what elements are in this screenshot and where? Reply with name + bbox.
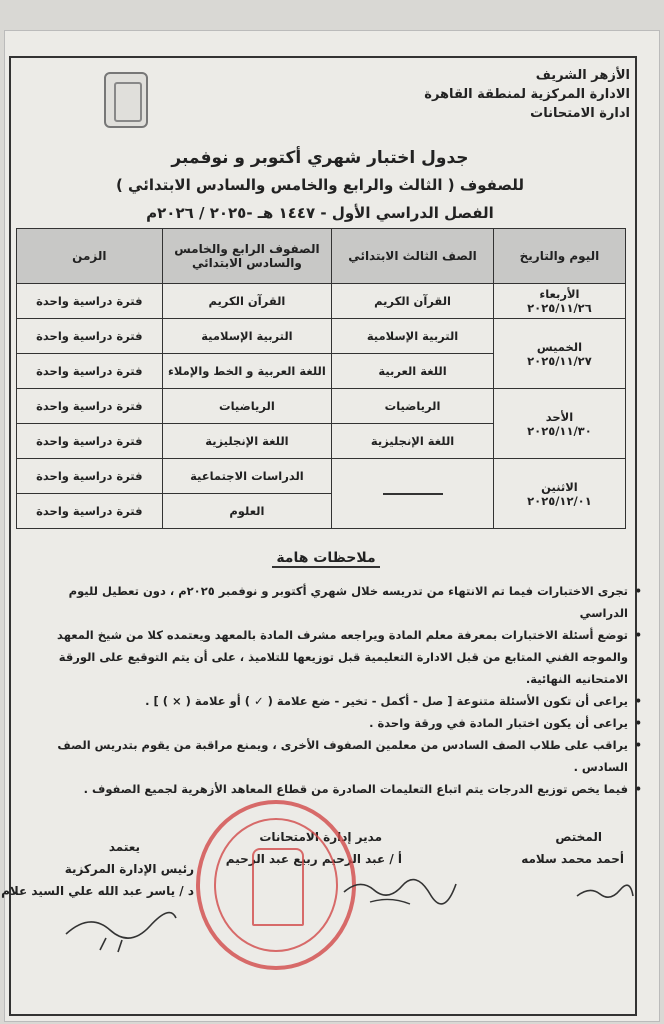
- grade456-cell: اللغة العربية و الخط والإملاء: [162, 354, 332, 389]
- signature-specialist: [521, 826, 624, 870]
- grade3-cell: الرياضيات: [332, 389, 494, 424]
- header-line-2: الادارة المركزية لمنطقة القاهرة: [424, 87, 630, 102]
- approve-role: رئيس الإدارة المركزية: [64, 862, 194, 876]
- grade456-cell: اللغة الإنجليزية: [162, 424, 332, 459]
- grade3-empty-cell: [332, 459, 494, 529]
- specialist-title: المختص: [555, 830, 602, 844]
- director-signature-scribble: [340, 872, 460, 912]
- header-grade456: الصفوف الرابع والخامس والسادس الابتدائي: [162, 229, 332, 284]
- time-cell: فترة دراسية واحدة: [17, 424, 163, 459]
- grade3-cell: التربية الإسلامية: [332, 319, 494, 354]
- table-row: [17, 284, 626, 319]
- document-subtitle: للصفوف ( الثالث والرابع والخامس والسادس الابتدائي ): [115, 176, 525, 194]
- note-item: • تجرى الاختبارات فيما تم الانتهاء من تدريسه خلال شهري أكتوبر و نوفمبر ٢٠٢٥م ، دون تعطيل لليوم الدراسي: [42, 580, 642, 624]
- specialist-signature-scribble: [575, 880, 635, 904]
- approval-signature-scribble: [60, 910, 180, 960]
- grade456-cell: العلوم: [162, 494, 332, 529]
- grade456-cell: القرآن الكريم: [162, 284, 332, 319]
- institution-header: [424, 66, 630, 123]
- grade3-cell: القرآن الكريم: [332, 284, 494, 319]
- approve-title: يعتمد: [108, 840, 140, 854]
- approve-name: د / ياسر عبد الله علي السيد علام: [1, 884, 194, 898]
- specialist-name: أحمد محمد سلامه: [521, 852, 624, 866]
- official-stamp: [196, 800, 356, 970]
- time-cell: فترة دراسية واحدة: [17, 319, 163, 354]
- exam-schedule-table: [16, 228, 626, 529]
- header-line-1: الأزهر الشريف: [535, 68, 630, 83]
- time-cell: فترة دراسية واحدة: [17, 284, 163, 319]
- header-day: اليوم والتاريخ: [493, 229, 625, 284]
- note-item: • فيما يخص توزيع الدرجات يتم اتباع التعليمات الصادرة من قطاع المعاهد الأزهرية لجميع الصفوف .: [42, 778, 642, 800]
- table-row: [17, 459, 626, 494]
- note-item: • توضع أسئلة الاختبارات بمعرفة معلم المادة ويراجعه مشرف المادة بالمعهد ويعتمده كلا من شيخ المعهد والموجه الفني المتابع من قبل الادارة التعليمية قبل توزيعها للتلاميذ ، على أن يتم التوقيع على الورقة الامتحانيه النهائية.: [42, 624, 642, 690]
- grade456-cell: الدراسات الاجتماعية: [162, 459, 332, 494]
- note-item: • يراعى أن تكون الأسئلة متنوعة [ صل - أكمل - تخير - ضع علامة ( ✓ ) أو علامة ( × ) ] .: [42, 690, 642, 712]
- time-cell: فترة دراسية واحدة: [17, 389, 163, 424]
- time-cell: فترة دراسية واحدة: [17, 354, 163, 389]
- note-item: • يراعى أن يكون اختبار المادة في ورقة واحدة .: [42, 712, 642, 734]
- day-cell: الأحد ٢٠٢٥/١١/٣٠: [493, 389, 625, 459]
- day-cell: الأربعاء ٢٠٢٥/١١/٢٦: [493, 284, 625, 319]
- term-line: الفصل الدراسي الأول - ١٤٤٧ هـ -٢٠٢٥ / ٢٠٢٦م: [146, 204, 494, 222]
- grade3-cell: اللغة العربية: [332, 354, 494, 389]
- notes-list: [42, 580, 642, 800]
- notes-title: ملاحظات هامة: [272, 550, 380, 568]
- grade3-cell: اللغة الإنجليزية: [332, 424, 494, 459]
- day-cell: الاثنين ٢٠٢٥/١٢/٠١: [493, 459, 625, 529]
- table-row: [17, 389, 626, 424]
- time-cell: فترة دراسية واحدة: [17, 494, 163, 529]
- grade456-cell: التربية الإسلامية: [162, 319, 332, 354]
- director-name: أ / عبد الرحيم ربيع عبد الرحيم: [225, 852, 402, 866]
- day-cell: الخميس ٢٠٢٥/١١/٢٧: [493, 319, 625, 389]
- director-title: مدير إدارة الامتحانات: [259, 830, 382, 844]
- table-row: [17, 319, 626, 354]
- header-grade3: الصف الثالث الابتدائي: [332, 229, 494, 284]
- document-title: جدول اختبار شهري أكتوبر و نوفمبر: [171, 148, 469, 168]
- signature-approval: [1, 836, 194, 902]
- header-line-3: ادارة الامتحانات: [530, 106, 630, 121]
- azhar-logo: [104, 72, 148, 128]
- header-time: الزمن: [17, 229, 163, 284]
- dash-mark: [383, 493, 443, 495]
- note-item: • يراقب على طلاب الصف السادس من معلمين الصفوف الأخرى ، ويمنع مراقبة من يقوم بتدريس الصف السادس .: [42, 734, 642, 778]
- grade456-cell: الرياضيات: [162, 389, 332, 424]
- table-header-row: [17, 229, 626, 284]
- time-cell: فترة دراسية واحدة: [17, 459, 163, 494]
